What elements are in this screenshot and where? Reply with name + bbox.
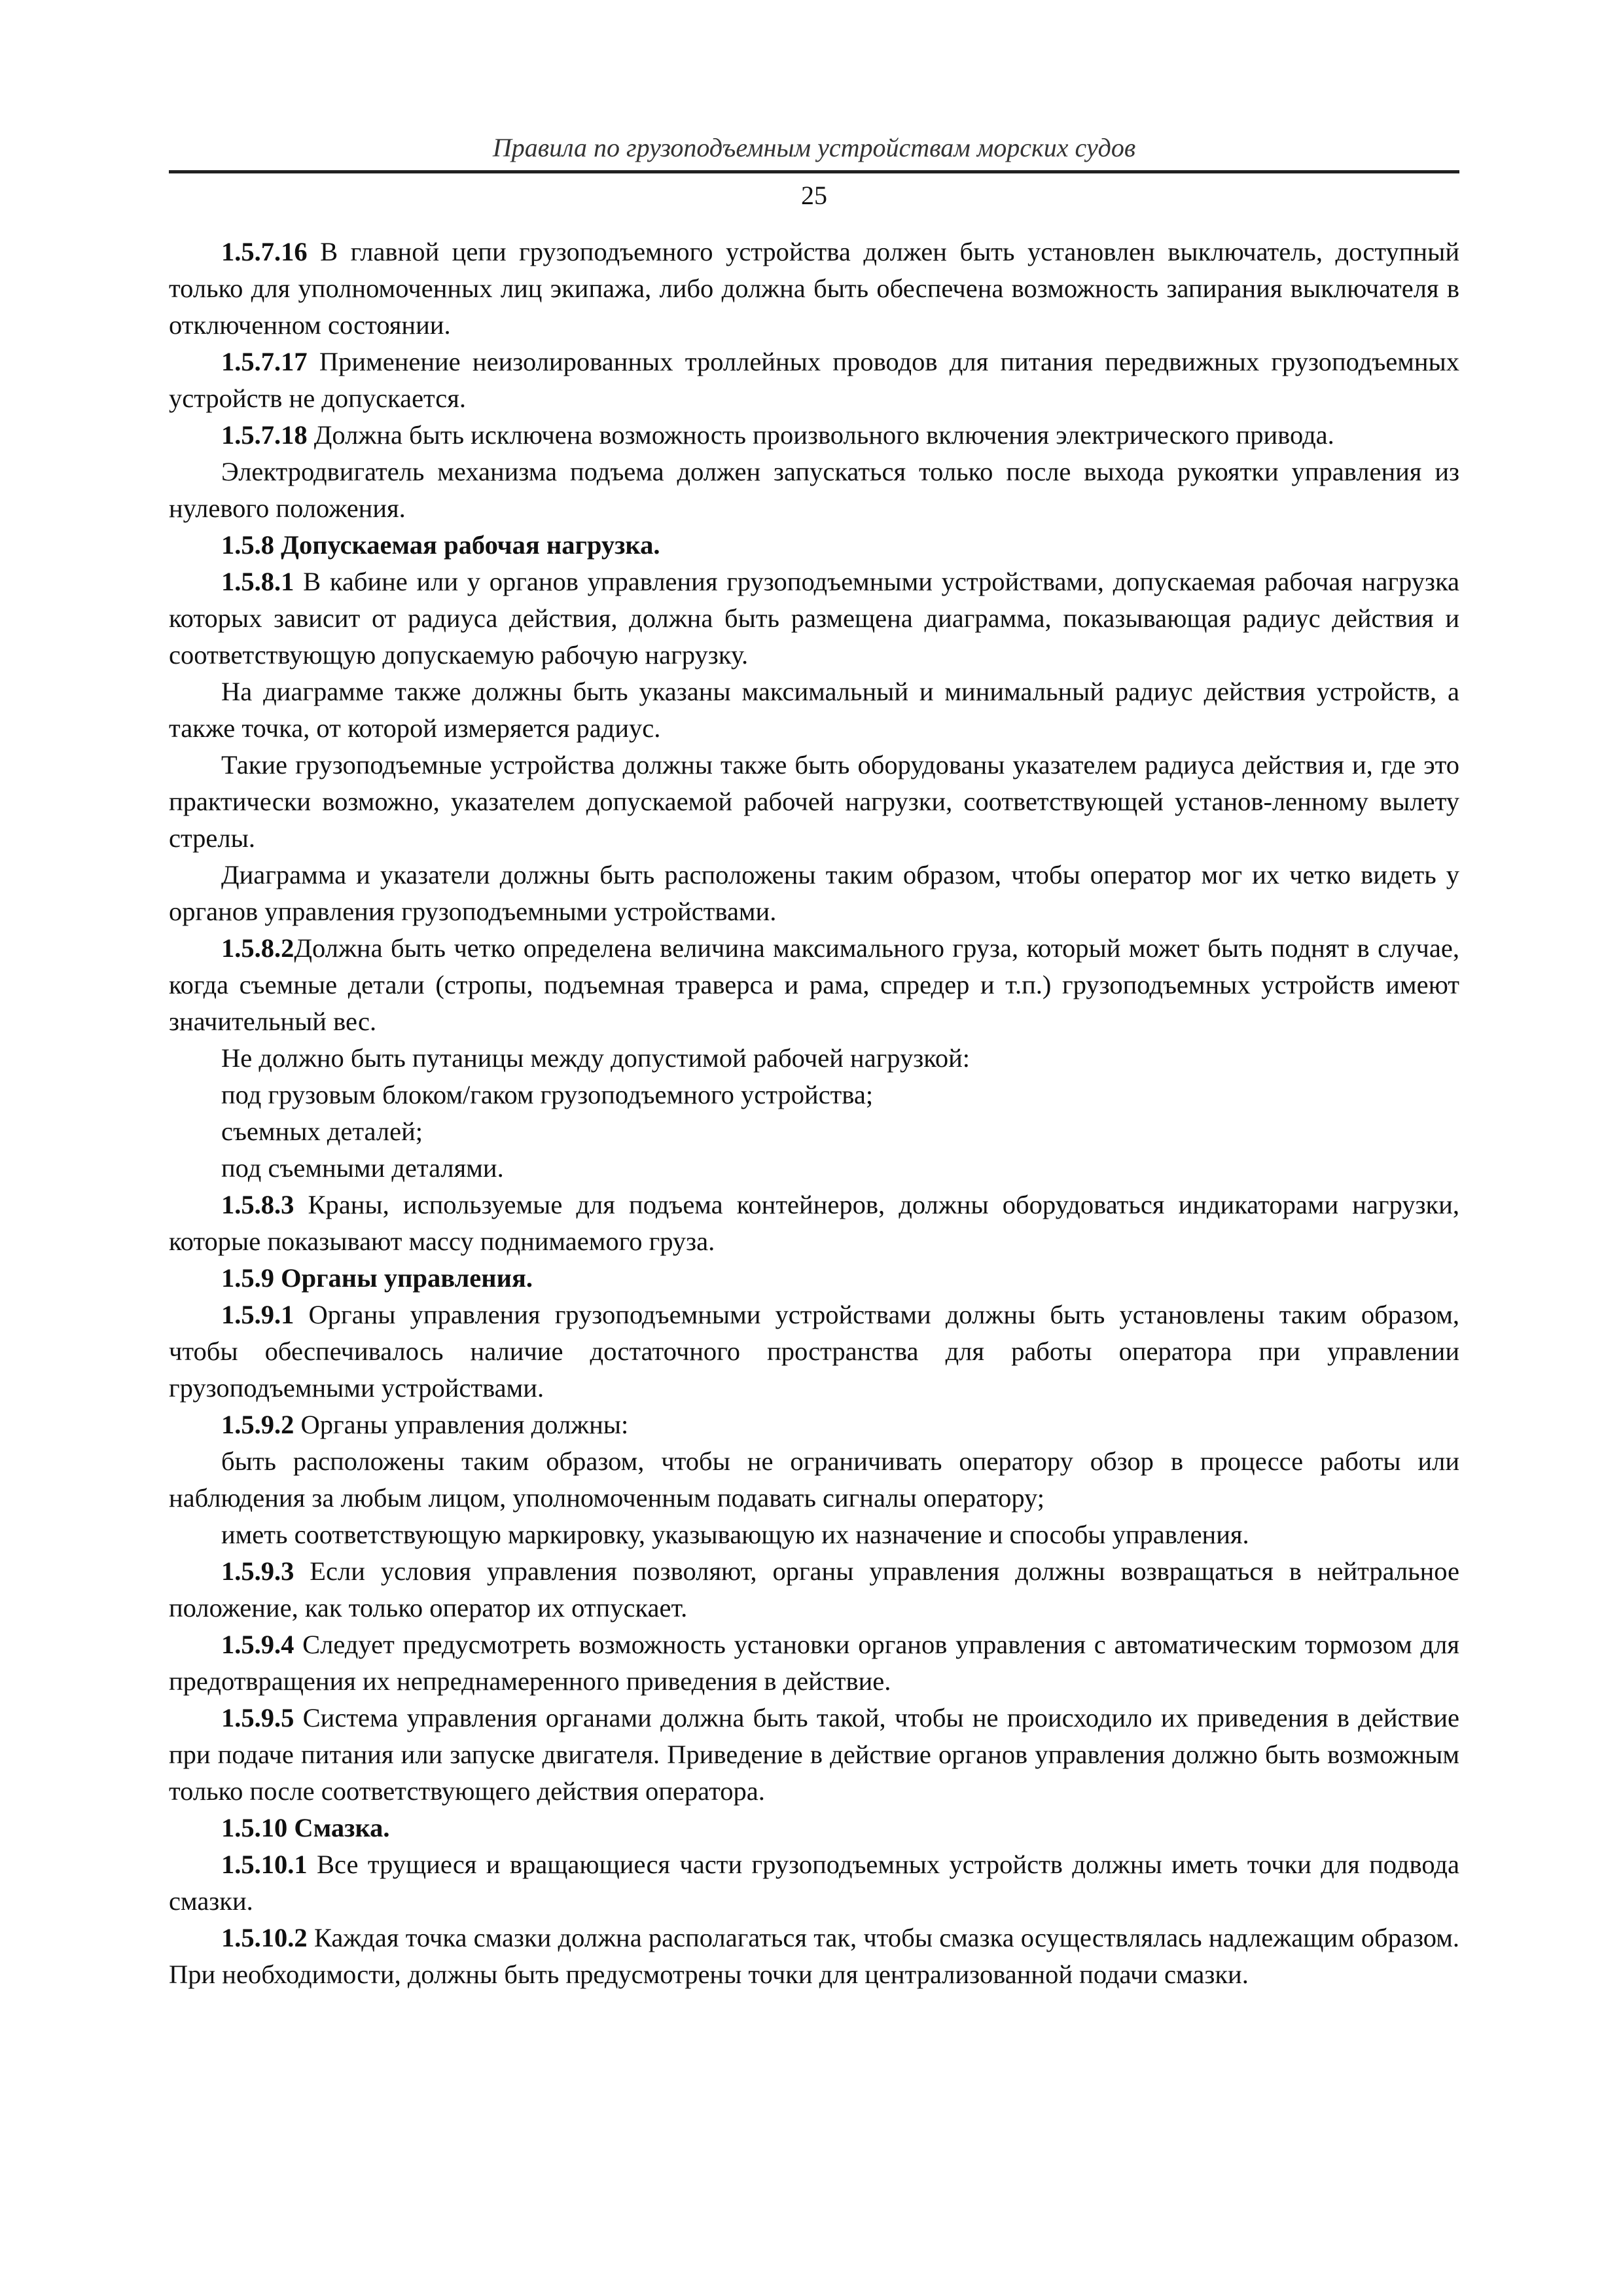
clause-number: 1.5.9.1 bbox=[221, 1300, 294, 1329]
paragraph-text: На диаграмме также должны быть указаны максимальный и минимальный радиус действия устройств, а также точка, от которой измеряется радиус. bbox=[169, 677, 1459, 743]
clause-number: 1.5.7.16 bbox=[221, 237, 308, 266]
paragraph-text: Должна быть четко определена величина максимального груза, который может быть поднят в случае, когда съемные детали (стропы, подъемная траверса и рама, спредер и т.п.) грузоподъемных устройств имеют значительный вес. bbox=[169, 933, 1459, 1036]
list-item bbox=[169, 1516, 1459, 1553]
section-heading-1.5.10: 1.5.10 Смазка. bbox=[221, 1813, 390, 1842]
paragraph-1.5.9.2 bbox=[169, 1407, 1459, 1443]
clause-number: 1.5.8.2 bbox=[221, 933, 294, 963]
clause-number: 1.5.10.2 bbox=[221, 1923, 308, 1952]
paragraph-text: Электродвигатель механизма подъема должен запускаться только после выхода рукоятки управления из нулевого положения. bbox=[169, 457, 1459, 523]
paragraph-text: В главной цепи грузоподъемного устройства должен быть установлен выключатель, доступный только для уполномоченных лиц экипажа, либо должна быть обеспечена возможность запирания выключателя в отключенном состоянии. bbox=[169, 237, 1459, 340]
paragraph-text: Если условия управления позволяют, органы управления должны возвращаться в нейтральное положение, как только оператор их отпускает. bbox=[169, 1556, 1459, 1623]
paragraph-1.5.8.1 bbox=[169, 564, 1459, 673]
paragraph-1.5.9.4 bbox=[169, 1626, 1459, 1700]
paragraph-1.5.9.1 bbox=[169, 1297, 1459, 1407]
paragraph-text: под съемными деталями. bbox=[221, 1153, 504, 1183]
document-page bbox=[169, 131, 1459, 1993]
paragraph-text: Все трущиеся и вращающиеся части грузоподъемных устройств должны иметь точки для подвода смазки. bbox=[169, 1850, 1459, 1916]
clause-number: 1.5.9.4 bbox=[221, 1630, 294, 1659]
list-item bbox=[169, 1113, 1459, 1150]
paragraph-1.5.7.18 bbox=[169, 417, 1459, 454]
section-heading-1.5.8: 1.5.8 Допускаемая рабочая нагрузка. bbox=[221, 530, 660, 560]
paragraph-1.5.10.1 bbox=[169, 1846, 1459, 1920]
paragraph-text: под грузовым блоком/гаком грузоподъемного устройства; bbox=[221, 1080, 874, 1109]
clause-number: 1.5.10.1 bbox=[221, 1850, 308, 1879]
paragraph-text: Применение неизолированных троллейных проводов для питания передвижных грузоподъемных устройств не допускается. bbox=[169, 347, 1459, 413]
paragraph-text-block bbox=[169, 454, 1459, 527]
running-title: Правила по грузоподъемным устройствам морских судов bbox=[492, 133, 1136, 162]
list-item bbox=[169, 1150, 1459, 1187]
paragraph-text: Следует предусмотреть возможность установки органов управления с автоматическим тормозом для предотвращения их непреднамеренного приведения в действие. bbox=[169, 1630, 1459, 1696]
paragraph-text: Система управления органами должна быть такой, чтобы не происходило их приведения в действие при подаче питания или запуске двигателя. Приведение в действие органов управления должно быть возможным только после соответствующего действия оператора. bbox=[169, 1703, 1459, 1806]
paragraph-1.5.10.2 bbox=[169, 1920, 1459, 1993]
paragraph-1.5.8.3 bbox=[169, 1187, 1459, 1260]
paragraph-1.5.7.17 bbox=[169, 344, 1459, 417]
clause-number: 1.5.7.18 bbox=[221, 420, 308, 450]
clause-number: 1.5.9.3 bbox=[221, 1556, 294, 1586]
clause-number: 1.5.9.5 bbox=[221, 1703, 294, 1732]
paragraph-1.5.8.2 bbox=[169, 930, 1459, 1040]
paragraph-text: В кабине или у органов управления грузоподъемными устройствами, допускаемая рабочая нагрузка которых зависит от радиуса действия, должна быть размещена диаграмма, показывающая радиус действия и соответствующую допускаемую рабочую нагрузку. bbox=[169, 567, 1459, 670]
paragraph-1.5.7.16 bbox=[169, 234, 1459, 344]
paragraph-text: Не должно быть путаницы между допустимой рабочей нагрузкой: bbox=[221, 1043, 971, 1073]
paragraph-text-block bbox=[169, 1040, 1459, 1077]
clause-number: 1.5.9.2 bbox=[221, 1410, 294, 1439]
document-body bbox=[169, 234, 1459, 1993]
paragraph-text-block bbox=[169, 857, 1459, 930]
paragraph-text: Такие грузоподъемные устройства должны также быть оборудованы указателем радиуса действия и, где это практически возможно, указателем допускаемой рабочей нагрузки, соответствующей установ-ленному вылету стрелы. bbox=[169, 750, 1459, 853]
page-number: 25 bbox=[801, 181, 827, 210]
header-rule bbox=[169, 170, 1459, 173]
paragraph-text: иметь соответствующую маркировку, указывающую их назначение и способы управления. bbox=[221, 1520, 1249, 1549]
paragraph-text: Краны, используемые для подъема контейнеров, должны оборудоваться индикаторами нагрузки, которые показывают массу поднимаемого груза. bbox=[169, 1190, 1459, 1256]
paragraph-1.5.9.5 bbox=[169, 1700, 1459, 1810]
paragraph-text-block bbox=[169, 747, 1459, 857]
list-item bbox=[169, 1077, 1459, 1113]
paragraph-text: Органы управления грузоподъемными устройствами должны быть установлены таким образом, чтобы обеспечивалось наличие достаточного пространства для работы оператора при управлении грузоподъемными устройствами. bbox=[169, 1300, 1459, 1403]
paragraph-text: Каждая точка смазки должна располагаться так, чтобы смазка осуществлялась надлежащим образом. При необходимости, должны быть предусмотрены точки для централизованной подачи смазки. bbox=[169, 1923, 1459, 1989]
clause-number: 1.5.8.3 bbox=[221, 1190, 294, 1219]
paragraph-text: съемных деталей; bbox=[221, 1117, 423, 1146]
paragraph-text-block bbox=[169, 673, 1459, 747]
paragraph-text: быть расположены таким образом, чтобы не ограничивать оператору обзор в процессе работы или наблюдения за любым лицом, уполномоченным подавать сигналы оператору; bbox=[169, 1446, 1459, 1513]
paragraph-text: Должна быть исключена возможность произвольного включения электрического привода. bbox=[307, 420, 1334, 450]
list-item bbox=[169, 1443, 1459, 1516]
paragraph-1.5.9.3 bbox=[169, 1553, 1459, 1626]
clause-number: 1.5.7.17 bbox=[221, 347, 308, 376]
paragraph-text: Диаграмма и указатели должны быть расположены таким образом, чтобы оператор мог их четко видеть у органов управления грузоподъемными устройствами. bbox=[169, 860, 1459, 926]
section-heading-1.5.9: 1.5.9 Органы управления. bbox=[221, 1263, 533, 1293]
paragraph-text: Органы управления должны: bbox=[294, 1410, 629, 1439]
clause-number: 1.5.8.1 bbox=[221, 567, 294, 596]
